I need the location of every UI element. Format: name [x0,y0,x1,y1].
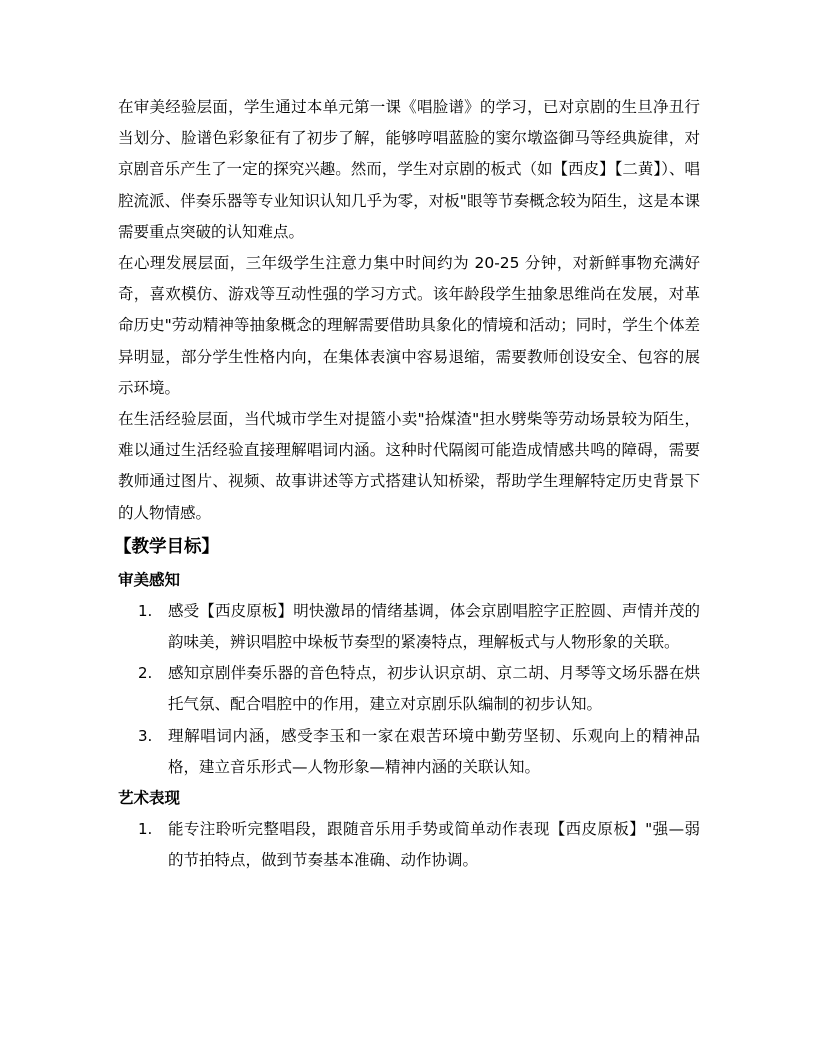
aesthetic-perception-list [118,596,700,783]
list-item-text: 感知京剧伴奏乐器的音色特点，初步认识京胡、京二胡、月琴等文场乐器在烘托气氛、配合唱腔中的作用，建立对京剧乐队编制的初步认知。 [168,664,700,714]
section-title-teaching-goals: 【教学目标】 [114,536,219,557]
paragraph-psychological-development: 在心理发展层面，三年级学生注意力集中时间约为 20-25 分钟，对新鲜事物充满好奇，喜欢模仿、游戏等互动性强的学习方式。该年龄段学生抽象思维尚在发展，对革命历史"劳动精神等抽象概念的理解需要借助具象化的情境和活动；同时，学生个体差异明显，部分学生性格内向，在集体表演中容易退缩，需要教师创设安全、包容的展示环境。 [118,254,700,397]
list-item [118,721,700,783]
list-item [118,596,700,658]
document-page [114,92,700,876]
paragraph-aesthetic-experience: 在审美经验层面，学生通过本单元第一课《唱脸谱》的学习，已对京剧的生旦净丑行当划分、脸谱色彩象征有了初步了解，能够哼唱蓝脸的窦尔墩盗御马等经典旋律，对京剧音乐产生了一定的探究兴趣。然而，学生对京剧的板式（如【西皮】【二黄】）、唱腔流派、伴奏乐器等专业知识认知几乎为零，对板"眼等节奏概念较为陌生，这是本课需要重点突破的认知难点。 [118,98,700,241]
paragraph-life-experience: 在生活经验层面，当代城市学生对提篮小卖"拾煤渣"担水劈柴等劳动场景较为陌生，难以通过生活经验直接理解唱词内涵。这种时代隔阂可能造成情感共鸣的障碍，需要教师通过图片、视频、故事讲述等方式搭建认知桥梁，帮助学生理解特定历史背景下的人物情感。 [118,410,700,522]
list-item-number: 2. [138,664,153,683]
list-item-text: 感受【西皮原板】明快激昂的情绪基调，体会京剧唱腔字正腔圆、声情并茂的韵味美，辨识唱腔中垛板节奏型的紧凑特点，理解板式与人物形象的关联。 [168,601,700,652]
list-item [118,814,700,876]
list-item-number: 3. [138,726,153,745]
list-item [118,658,700,720]
subsection-title-artistic-expression: 艺术表现 [118,789,181,808]
subsection-title-aesthetic-perception: 审美感知 [118,570,181,589]
list-item-text: 理解唱词内涵，感受李玉和一家在艰苦环境中勤劳坚韧、乐观向上的精神品格，建立音乐形式—人物形象—精神内涵的关联认知。 [168,726,700,776]
list-item-text: 能专注聆听完整唱段，跟随音乐用手势或简单动作表现【西皮原板】"强—弱的节拍特点，做到节奏基本准确、动作协调。 [168,820,700,870]
list-item-number: 1. [138,601,153,620]
list-item-number: 1. [138,820,153,839]
artistic-expression-list [118,814,700,876]
